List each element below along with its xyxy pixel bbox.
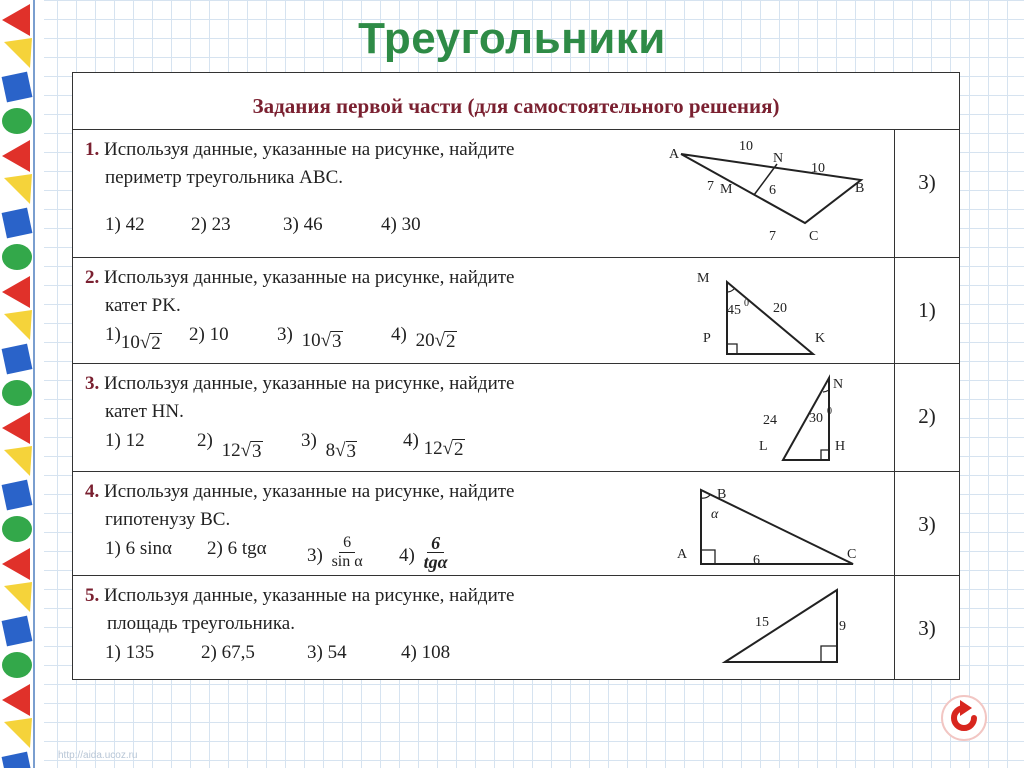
answer: 3) [918,512,936,536]
svg-text:0: 0 [827,406,832,417]
answer: 2) [918,404,936,428]
question-cell-2 [73,258,895,364]
question-number: 5. [85,585,100,606]
decorative-shape [2,480,33,511]
answer-cell-4 [895,472,960,576]
question-text: катет PK. [105,295,181,316]
task-row-5 [73,576,960,680]
length-label: 6 [769,183,776,198]
angle-label: α [711,507,719,522]
answer-cell-5 [895,576,960,680]
task-row-1 [73,130,960,258]
option-4[interactable]: 4) 30 [381,214,421,235]
length-label: 10 [811,161,825,176]
option-1[interactable]: 1) 42 [105,214,145,235]
option-2[interactable]: 2) 12√ 3 [197,430,262,462]
option-3[interactable]: 3) 10√ 3 [277,324,342,352]
question-cell-1 [73,130,895,258]
label-H: H [835,439,846,454]
decorative-shape [2,108,32,134]
option-4[interactable]: 4) 12√ 2 [403,430,464,460]
question-text: Используя данные, указанные на рисунке, найдите [104,585,515,606]
question-text: гипотенузу BC. [105,509,231,530]
triangle-figure-5 [721,586,851,666]
decorative-shapes-ribbon [0,0,44,768]
label-M: M [720,182,733,197]
angle-label: 30 [809,411,823,426]
task-row-4 [73,472,960,576]
option-2[interactable]: 2) 67,5 [201,642,255,663]
question-text: Используя данные, указанные на рисунке, найдите [104,267,515,288]
question-number: 1. [85,139,100,160]
label-K: K [815,331,826,346]
triangle-figure-4 [673,482,873,566]
page-title: Треугольники [358,14,666,63]
task-row-3 [73,364,960,472]
answer: 1) [918,298,936,322]
triangle-figure-1 [669,138,889,248]
option-1[interactable]: 1) 6 sinα [105,538,172,559]
question-text: Используя данные, указанные на рисунке, найдите [104,481,515,502]
label-C: C [847,547,857,562]
option-4[interactable]: 4) 108 [401,642,451,663]
decorative-shape [2,516,32,542]
angle-label: 45 [727,303,741,318]
option-3[interactable]: 3) $\frac{6}{\text{sin α}}$ [307,534,363,570]
decorative-shape [2,652,32,678]
label-P: P [703,331,711,346]
label-N: N [833,377,844,392]
length-label: 15 [755,615,769,630]
length-label: 9 [839,619,846,634]
question-text: Используя данные, указанные на рисунке, найдите [104,373,515,394]
triangle-figure-3 [753,370,863,468]
answer-cell-2 [895,258,960,364]
table-header [73,73,960,130]
length-label: 10 [739,139,753,154]
label-C: C [809,229,819,244]
option-1[interactable]: 1) 12 [105,430,145,451]
label-N: N [773,151,784,166]
question-cell-3 [73,364,895,472]
answer: 3) [918,170,936,194]
decorative-shape [2,616,33,647]
back-arrow-icon[interactable] [940,694,988,742]
question-text: Используя данные, указанные на рисунке, найдите [104,139,515,160]
option-4[interactable]: 4) $\frac{6}{\text{tgα}}$ [399,533,448,572]
question-number: 3. [85,373,100,394]
option-1[interactable]: 1) 135 [105,642,155,663]
label-L: L [759,439,768,454]
question-text: периметр треугольника ABC. [105,167,344,188]
triangle-figure-2 [693,268,843,358]
question-cell-4 [73,472,895,576]
answer-cell-1 [895,130,960,258]
svg-text:0: 0 [744,298,749,309]
decorative-shape [2,344,33,375]
decorative-shape [2,208,33,239]
option-2[interactable]: 2) 6 tgα [207,538,267,559]
answer: 3) [918,616,936,640]
question-number: 2. [85,267,100,288]
option-2[interactable]: 2) 23 [191,214,231,235]
decorative-shape [2,380,32,406]
label-B: B [717,487,727,502]
question-text: катет HN. [105,401,184,422]
length-label: 20 [773,301,787,316]
option-3[interactable]: 3) 46 [283,214,323,235]
option-3[interactable]: 3) 8√ 3 [301,430,357,462]
header-text: Задания первой части (для самостоятельного решения) [252,93,780,118]
question-text: площадь треугольника. [107,613,295,634]
option-2[interactable]: 2) 10 [189,324,229,345]
question-number: 4. [85,481,100,502]
tasks-table [72,72,960,680]
label-A: A [669,147,680,162]
task-row-2 [73,258,960,364]
decorative-shape [2,72,33,103]
length-label: 24 [763,413,777,428]
decorative-shape [2,244,32,270]
length-label: 7 [707,179,714,194]
answer-cell-3 [895,364,960,472]
length-label: 7 [769,229,776,244]
question-cell-5 [73,576,895,680]
label-M: M [697,271,710,286]
watermark-url: http://aida.ucoz.ru [58,750,138,761]
option-4[interactable]: 4) 20√ 2 [391,324,456,352]
option-3[interactable]: 3) 54 [307,642,347,663]
label-B: B [855,181,865,196]
length-label: 6 [753,553,760,568]
option-1[interactable]: 1)10√ 2 [105,324,161,354]
label-A: A [677,547,688,562]
